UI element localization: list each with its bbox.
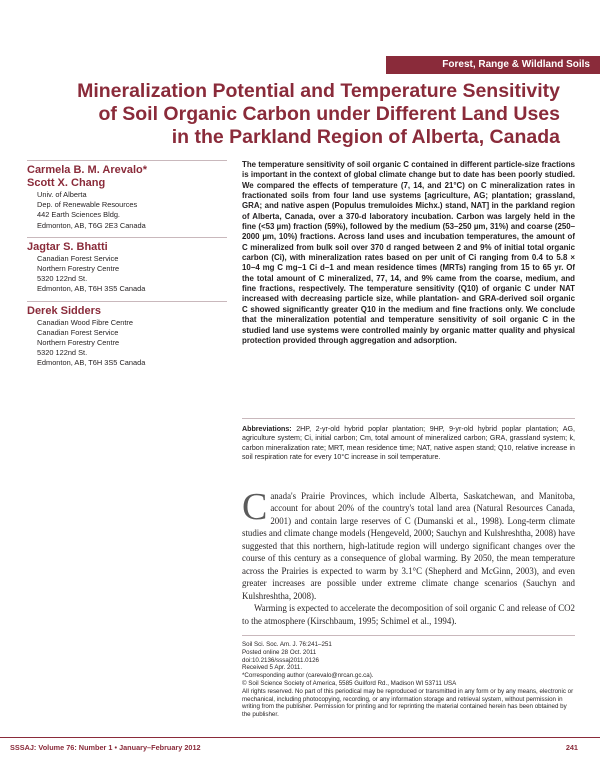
affiliation-line: 5320 122nd St. <box>37 274 88 284</box>
article-title <box>60 80 560 149</box>
abstract <box>242 160 575 346</box>
affiliation-line: Edmonton, AB, T6G 2E3 Canada <box>37 220 146 230</box>
footer-divider <box>0 737 600 738</box>
journal-footer: SSSAJ: Volume 76: Number 1 • January–February 2012 <box>10 743 201 752</box>
footnote-line: Soil Sci. Soc. Am. J. 76:241–251 <box>242 641 332 648</box>
footnote-line: *Corresponding author (carevalo@nrcan.gc.ca). <box>242 672 374 680</box>
abbreviations-text: 2HP, 2-yr-old hybrid poplar plantation; 9HP, 9-yr-old hybrid poplar plantation; AG, agriculture system; Ci, initial carbon; Cm, total amount of mineralized carbon; GRA, grassland system; k, carbon mineralization rate; MRT, mean residence time; NAT, native aspen stand; Q10, relative increase in soil respiration rate for every 10°C increase in soil temperature. <box>242 425 575 462</box>
footnote-line: Posted online 28 Oct. 2011 <box>242 648 317 656</box>
section-label: Forest, Range & Wildland Soils <box>386 56 600 74</box>
abbreviations-label: Abbreviations: <box>242 425 292 433</box>
footnote-line: doi:10.2136/sssaj2011.0126 <box>242 656 319 664</box>
drop-cap: C <box>242 486 268 528</box>
abbreviations <box>242 425 575 463</box>
author-name: Derek Sidders <box>27 304 101 317</box>
divider <box>242 418 575 419</box>
page-number: 241 <box>565 743 578 752</box>
affiliation-line: Northern Forestry Centre <box>37 338 120 348</box>
affiliation-line: Edmonton, AB, T6H 3S5 Canada <box>37 358 146 368</box>
affiliation-line: Canadian Forest Service <box>37 253 119 263</box>
footnote-line: © Soil Science Society of America, 5585 Guilford Rd., Madison WI 53711 USA <box>242 679 457 687</box>
footnotes <box>242 635 575 719</box>
footnote-line: All rights reserved. No part of this periodical may be reproduced or transmitted in any form or by any means, electronic or mechanical, including photocopying, recording, or any information storage and retrieval system, without permission in writing from the publisher. Permission for printing and for reprinting the material contained herein has been obtained by the publisher. <box>242 687 574 719</box>
author-block <box>27 301 227 369</box>
affiliation-line: Dep. of Renewable Resources <box>37 200 138 210</box>
author-name: Jagtar S. Bhatti <box>27 240 108 253</box>
paragraph-text: anada's Prairie Provinces, which include Alberta, Saskatchewan, and Manitoba, account for about 20% of the country's total land area (Natural Resources Canada, 2001) and contain large reserves of C (Dumanski et al., 1998). Long-term climate studies and climate change models (Hengeveld, 2000; Sauchyn and Kulshreshtha, 2008) have suggested that this northern, high-latitude region will undergo significant changes over the course of this century as a consequence of global warming. By 2050, the mean temperature across the Prairies is expected to warm by 3.1°C (Shepherd and McGinn, 2003), and even greater increases are possible under extreme climate change scenarios (Sauchyn and Kulshreshtha, 2008). <box>242 491 575 601</box>
paragraph-text: Warming is expected to accelerate the decomposition of soil organic C and release of CO2 to the atmosphere (Kirschbaum, 1995; Schimel et al., 1994). <box>242 603 575 626</box>
affiliation-line: Univ. of Alberta <box>37 190 87 199</box>
affiliation-line: 442 Earth Sciences Bldg. <box>37 210 120 220</box>
title-line: in the Parkland Region of Alberta, Canada <box>171 126 560 148</box>
author-name: Scott X. Chang <box>27 177 106 189</box>
body-text <box>242 486 575 627</box>
affiliation-line: Canadian Forest Service <box>37 327 119 337</box>
affiliation-line: Edmonton, AB, T6H 3S5 Canada <box>37 284 146 294</box>
author-list <box>27 160 227 375</box>
affiliation-line: 5320 122nd St. <box>37 348 88 358</box>
author-block <box>27 160 227 231</box>
author-name: Carmela B. M. Arevalo* <box>27 164 148 176</box>
footnote-line: Received 5 Apr. 2011. <box>242 664 303 672</box>
affiliation-line: Northern Forestry Centre <box>37 264 120 274</box>
title-line: Mineralization Potential and Temperature Sensitivity <box>77 80 560 102</box>
abstract-text: The temperature sensitivity of soil organic C contained in different particle-size fractions is important in the context of global climate change but to date has been poorly studied. We compared the effects of temperature (7, 14, and 21°C) on C mineralization rates in fractionated soils from four land use systems [agriculture, AG; plantation; grassland, GRA; and native aspen (Populus tremuloides Michx.) stand, NAT] in the parkland region of Alberta, Canada, over a 370-d laboratory incubation. Carbon was largely held in the fine (<53 µm) fraction (59%), followed by the medium (53–250 µm, 31%) and coarse (250–2000 µm, 10%) fractions. Across land uses and incubation temperatures, the amount of C mineralized from bulk soil over 370 d ranged between 2 and 9% of initial total organic carbon (Ci), with mineralization rates based on per unit of Ci ranging from 0.4 to 5.8 × 10−4 mg C mg−1 Ci d−1 and mean residence times (MRTs) ranging from 15 to 65 yr. Of the total amount of C mineralized, 77, 14, and 9% came from the coarse, medium, and fine fractions, respectively. The temperature sensitivity (Q10) of organic C under NAT increased with decreasing particle size, while plantation- and GRA-derived soil organic C showed significantly greater Q10 in the medium and fine fractions only. We conclude that the mineralization potential and temperature sensitivity of soil organic C in the studied land use systems were controlled mainly by organic matter quality and physical protection provided through aggregation and adsorption. <box>242 160 575 345</box>
title-line: of Soil Organic Carbon under Different Land Uses <box>98 103 560 125</box>
affiliation-line: Canadian Wood Fibre Centre <box>37 317 133 327</box>
paragraph <box>242 486 575 602</box>
paragraph <box>242 602 575 627</box>
author-block <box>27 237 227 295</box>
